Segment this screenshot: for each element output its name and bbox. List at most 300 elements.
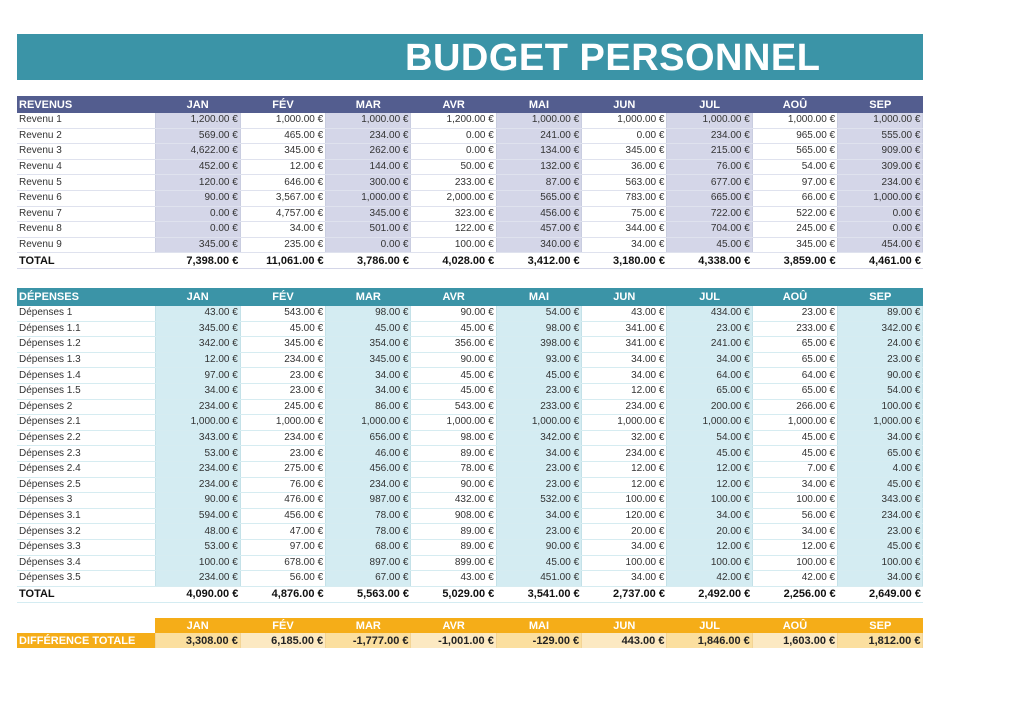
revenus-total-row-cell[interactable]: 3,859.00 € bbox=[752, 253, 837, 269]
depense-cell[interactable]: 45.00 € bbox=[496, 368, 581, 384]
revenu-cell[interactable]: 783.00 € bbox=[582, 190, 667, 206]
depense-cell[interactable]: 45.00 € bbox=[411, 321, 496, 337]
depense-cell[interactable]: 234.00 € bbox=[155, 477, 240, 493]
revenu-cell[interactable]: 452.00 € bbox=[155, 159, 240, 175]
depense-cell[interactable]: 233.00 € bbox=[752, 321, 837, 337]
depense-cell[interactable]: 100.00 € bbox=[838, 555, 923, 571]
revenu-cell[interactable]: 2,000.00 € bbox=[411, 190, 496, 206]
depense-cell[interactable]: 7.00 € bbox=[752, 461, 837, 477]
depense-cell[interactable]: 343.00 € bbox=[155, 430, 240, 446]
depense-cell[interactable]: 67.00 € bbox=[326, 571, 411, 587]
depense-cell[interactable]: 78.00 € bbox=[326, 508, 411, 524]
depense-cell[interactable]: 100.00 € bbox=[667, 493, 752, 509]
difference-cell[interactable]: 1,846.00 € bbox=[667, 633, 752, 648]
revenu-cell[interactable]: 134.00 € bbox=[496, 144, 581, 160]
revenu-cell[interactable]: 132.00 € bbox=[496, 159, 581, 175]
revenu-cell[interactable]: 1,000.00 € bbox=[838, 113, 923, 128]
depense-cell[interactable]: 90.00 € bbox=[838, 368, 923, 384]
depense-cell[interactable]: 46.00 € bbox=[326, 446, 411, 462]
depense-row-label[interactable]: Dépenses 3.1 bbox=[17, 508, 155, 524]
depense-cell[interactable]: 45.00 € bbox=[752, 446, 837, 462]
depense-cell[interactable]: 78.00 € bbox=[411, 461, 496, 477]
depense-cell[interactable]: 23.00 € bbox=[240, 368, 325, 384]
depense-row-label[interactable]: Dépenses 2.2 bbox=[17, 430, 155, 446]
revenu-cell[interactable]: 0.00 € bbox=[155, 222, 240, 238]
revenu-cell[interactable]: 522.00 € bbox=[752, 206, 837, 222]
depense-cell[interactable]: 1,000.00 € bbox=[752, 415, 837, 431]
revenu-cell[interactable]: 0.00 € bbox=[155, 206, 240, 222]
depense-cell[interactable]: 434.00 € bbox=[667, 306, 752, 321]
depense-cell[interactable]: 64.00 € bbox=[752, 368, 837, 384]
difference-cell[interactable]: -129.00 € bbox=[496, 633, 581, 648]
revenu-cell[interactable]: 234.00 € bbox=[838, 175, 923, 191]
revenu-cell[interactable]: 66.00 € bbox=[752, 190, 837, 206]
depense-cell[interactable]: 594.00 € bbox=[155, 508, 240, 524]
depense-cell[interactable]: 45.00 € bbox=[411, 383, 496, 399]
revenu-cell[interactable]: 345.00 € bbox=[582, 144, 667, 160]
difference-cell[interactable]: -1,001.00 € bbox=[411, 633, 496, 648]
revenu-cell[interactable]: 120.00 € bbox=[155, 175, 240, 191]
depense-row-label[interactable]: Dépenses 1.4 bbox=[17, 368, 155, 384]
depense-cell[interactable]: 543.00 € bbox=[411, 399, 496, 415]
revenu-cell[interactable]: 0.00 € bbox=[582, 128, 667, 144]
revenu-cell[interactable]: 345.00 € bbox=[155, 237, 240, 253]
revenu-row-label[interactable]: Revenu 9 bbox=[17, 237, 155, 253]
difference-cell[interactable]: -1,777.00 € bbox=[326, 633, 411, 648]
revenu-cell[interactable]: 34.00 € bbox=[240, 222, 325, 238]
depense-cell[interactable]: 53.00 € bbox=[155, 539, 240, 555]
revenu-cell[interactable]: 1,000.00 € bbox=[326, 190, 411, 206]
depense-row-label[interactable]: Dépenses 2.1 bbox=[17, 415, 155, 431]
depense-row-label[interactable]: Dépenses 1.1 bbox=[17, 321, 155, 337]
depense-cell[interactable]: 54.00 € bbox=[496, 306, 581, 321]
depense-cell[interactable]: 456.00 € bbox=[240, 508, 325, 524]
depenses-total-row-cell[interactable]: 2,649.00 € bbox=[838, 586, 923, 602]
revenu-cell[interactable]: 454.00 € bbox=[838, 237, 923, 253]
depense-cell[interactable]: 34.00 € bbox=[838, 430, 923, 446]
revenu-cell[interactable]: 300.00 € bbox=[326, 175, 411, 191]
revenu-cell[interactable]: 456.00 € bbox=[496, 206, 581, 222]
depense-cell[interactable]: 1,000.00 € bbox=[411, 415, 496, 431]
depense-cell[interactable]: 234.00 € bbox=[582, 399, 667, 415]
depense-cell[interactable]: 100.00 € bbox=[752, 493, 837, 509]
depense-cell[interactable]: 234.00 € bbox=[582, 446, 667, 462]
revenu-cell[interactable]: 245.00 € bbox=[752, 222, 837, 238]
depense-cell[interactable]: 1,000.00 € bbox=[155, 415, 240, 431]
revenu-cell[interactable]: 1,000.00 € bbox=[667, 113, 752, 128]
depense-row-label[interactable]: Dépenses 3.5 bbox=[17, 571, 155, 587]
revenu-cell[interactable]: 90.00 € bbox=[155, 190, 240, 206]
revenu-cell[interactable]: 1,000.00 € bbox=[582, 113, 667, 128]
revenu-cell[interactable]: 122.00 € bbox=[411, 222, 496, 238]
depense-cell[interactable]: 65.00 € bbox=[752, 352, 837, 368]
depense-cell[interactable]: 100.00 € bbox=[582, 555, 667, 571]
depense-cell[interactable]: 45.00 € bbox=[411, 368, 496, 384]
revenu-cell[interactable]: 87.00 € bbox=[496, 175, 581, 191]
depense-cell[interactable]: 100.00 € bbox=[155, 555, 240, 571]
depense-cell[interactable]: 341.00 € bbox=[582, 337, 667, 353]
revenus-total-row-cell[interactable]: 3,786.00 € bbox=[326, 253, 411, 269]
revenu-cell[interactable]: 965.00 € bbox=[752, 128, 837, 144]
depense-cell[interactable]: 89.00 € bbox=[411, 539, 496, 555]
depenses-total-row-cell[interactable]: 4,090.00 € bbox=[155, 586, 240, 602]
depense-cell[interactable]: 90.00 € bbox=[411, 352, 496, 368]
depense-row-label[interactable]: Dépenses 2.4 bbox=[17, 461, 155, 477]
depense-row-label[interactable]: Dépenses 3.4 bbox=[17, 555, 155, 571]
depense-cell[interactable]: 48.00 € bbox=[155, 524, 240, 540]
depense-cell[interactable]: 12.00 € bbox=[582, 477, 667, 493]
depense-cell[interactable]: 43.00 € bbox=[582, 306, 667, 321]
revenu-cell[interactable]: 144.00 € bbox=[326, 159, 411, 175]
revenu-cell[interactable]: 345.00 € bbox=[326, 206, 411, 222]
revenu-cell[interactable]: 665.00 € bbox=[667, 190, 752, 206]
depense-cell[interactable]: 1,000.00 € bbox=[838, 415, 923, 431]
depense-cell[interactable]: 65.00 € bbox=[752, 383, 837, 399]
revenu-cell[interactable]: 555.00 € bbox=[838, 128, 923, 144]
depense-cell[interactable]: 12.00 € bbox=[582, 383, 667, 399]
revenus-total-row-cell[interactable]: 4,028.00 € bbox=[411, 253, 496, 269]
revenu-cell[interactable]: 0.00 € bbox=[838, 206, 923, 222]
difference-cell[interactable]: 1,812.00 € bbox=[838, 633, 923, 648]
depense-cell[interactable]: 34.00 € bbox=[496, 508, 581, 524]
depense-cell[interactable]: 93.00 € bbox=[496, 352, 581, 368]
depense-cell[interactable]: 356.00 € bbox=[411, 337, 496, 353]
depense-cell[interactable]: 98.00 € bbox=[411, 430, 496, 446]
revenus-total-row-cell[interactable]: 7,398.00 € bbox=[155, 253, 240, 269]
revenu-cell[interactable]: 75.00 € bbox=[582, 206, 667, 222]
revenu-cell[interactable]: 36.00 € bbox=[582, 159, 667, 175]
revenu-cell[interactable]: 1,000.00 € bbox=[326, 113, 411, 128]
depense-cell[interactable]: 23.00 € bbox=[752, 306, 837, 321]
depense-cell[interactable]: 23.00 € bbox=[667, 321, 752, 337]
depenses-header-row bbox=[17, 288, 923, 306]
revenu-cell[interactable]: 215.00 € bbox=[667, 144, 752, 160]
difference-cell[interactable]: 443.00 € bbox=[582, 633, 667, 648]
depense-cell[interactable]: 234.00 € bbox=[240, 352, 325, 368]
depense-cell[interactable]: 45.00 € bbox=[838, 539, 923, 555]
revenu-cell[interactable]: 54.00 € bbox=[752, 159, 837, 175]
revenu-cell[interactable]: 465.00 € bbox=[240, 128, 325, 144]
depense-cell[interactable]: 45.00 € bbox=[838, 477, 923, 493]
depense-cell[interactable]: 23.00 € bbox=[496, 524, 581, 540]
depense-cell[interactable]: 100.00 € bbox=[582, 493, 667, 509]
revenu-cell[interactable]: 501.00 € bbox=[326, 222, 411, 238]
depense-cell[interactable]: 98.00 € bbox=[496, 321, 581, 337]
depense-cell[interactable]: 89.00 € bbox=[411, 524, 496, 540]
revenu-cell[interactable]: 1,000.00 € bbox=[496, 113, 581, 128]
revenu-cell[interactable]: 340.00 € bbox=[496, 237, 581, 253]
depense-cell[interactable]: 90.00 € bbox=[496, 539, 581, 555]
depense-cell[interactable]: 78.00 € bbox=[326, 524, 411, 540]
depenses-total-row-cell[interactable]: 4,876.00 € bbox=[240, 586, 325, 602]
depense-cell[interactable]: 456.00 € bbox=[326, 461, 411, 477]
depense-cell[interactable]: 34.00 € bbox=[582, 539, 667, 555]
revenu-cell[interactable]: 1,200.00 € bbox=[411, 113, 496, 128]
depense-cell[interactable]: 45.00 € bbox=[496, 555, 581, 571]
revenus-total-row-cell[interactable]: 4,461.00 € bbox=[838, 253, 923, 269]
revenu-cell[interactable]: 722.00 € bbox=[667, 206, 752, 222]
depense-cell[interactable]: 234.00 € bbox=[240, 430, 325, 446]
revenus-total-row-cell[interactable]: 4,338.00 € bbox=[667, 253, 752, 269]
revenu-cell[interactable]: 3,567.00 € bbox=[240, 190, 325, 206]
revenu-cell[interactable]: 565.00 € bbox=[752, 144, 837, 160]
depense-cell[interactable]: 234.00 € bbox=[326, 477, 411, 493]
depenses-total-row-cell[interactable]: 2,256.00 € bbox=[752, 586, 837, 602]
depense-cell[interactable]: 266.00 € bbox=[752, 399, 837, 415]
depense-cell[interactable]: 42.00 € bbox=[667, 571, 752, 587]
revenu-cell[interactable]: 4,622.00 € bbox=[155, 144, 240, 160]
revenu-cell[interactable]: 45.00 € bbox=[667, 237, 752, 253]
depense-cell[interactable]: 245.00 € bbox=[240, 399, 325, 415]
revenu-cell[interactable]: 1,000.00 € bbox=[838, 190, 923, 206]
depense-cell[interactable]: 20.00 € bbox=[582, 524, 667, 540]
depenses-total-row-cell[interactable]: 5,563.00 € bbox=[326, 586, 411, 602]
depense-cell[interactable]: 65.00 € bbox=[838, 446, 923, 462]
difference-cell[interactable]: 1,603.00 € bbox=[752, 633, 837, 648]
depense-cell[interactable]: 100.00 € bbox=[752, 555, 837, 571]
depense-row-label[interactable]: Dépenses 2.5 bbox=[17, 477, 155, 493]
depense-cell[interactable]: 897.00 € bbox=[326, 555, 411, 571]
revenu-cell[interactable]: 235.00 € bbox=[240, 237, 325, 253]
revenus-total-row-cell[interactable]: 3,412.00 € bbox=[496, 253, 581, 269]
depense-cell[interactable]: 42.00 € bbox=[752, 571, 837, 587]
revenu-cell[interactable]: 0.00 € bbox=[838, 222, 923, 238]
depense-cell[interactable]: 97.00 € bbox=[155, 368, 240, 384]
depense-cell[interactable]: 908.00 € bbox=[411, 508, 496, 524]
depense-cell[interactable]: 234.00 € bbox=[838, 508, 923, 524]
depense-cell[interactable]: 233.00 € bbox=[496, 399, 581, 415]
depense-cell[interactable]: 56.00 € bbox=[240, 571, 325, 587]
depense-cell[interactable]: 86.00 € bbox=[326, 399, 411, 415]
depense-cell[interactable]: 354.00 € bbox=[326, 337, 411, 353]
revenu-cell[interactable]: 4,757.00 € bbox=[240, 206, 325, 222]
depense-cell[interactable]: 451.00 € bbox=[496, 571, 581, 587]
depense-cell[interactable]: 54.00 € bbox=[838, 383, 923, 399]
depense-cell[interactable]: 34.00 € bbox=[496, 446, 581, 462]
depense-row-label[interactable]: Dépenses 2.3 bbox=[17, 446, 155, 462]
depense-cell[interactable]: 34.00 € bbox=[582, 571, 667, 587]
revenu-row-label[interactable]: Revenu 5 bbox=[17, 175, 155, 191]
depense-cell[interactable]: 20.00 € bbox=[667, 524, 752, 540]
depense-cell[interactable]: 234.00 € bbox=[155, 571, 240, 587]
depense-cell[interactable]: 12.00 € bbox=[667, 461, 752, 477]
depenses-total-row-cell[interactable]: 5,029.00 € bbox=[411, 586, 496, 602]
revenu-cell[interactable]: 704.00 € bbox=[667, 222, 752, 238]
depense-cell[interactable]: 90.00 € bbox=[411, 306, 496, 321]
depense-cell[interactable]: 34.00 € bbox=[752, 524, 837, 540]
revenu-cell[interactable]: 76.00 € bbox=[667, 159, 752, 175]
depense-cell[interactable]: 432.00 € bbox=[411, 493, 496, 509]
depense-cell[interactable]: 4.00 € bbox=[838, 461, 923, 477]
revenu-cell[interactable]: 34.00 € bbox=[582, 237, 667, 253]
depense-row-label[interactable]: Dépenses 3 bbox=[17, 493, 155, 509]
revenu-row-label[interactable]: Revenu 4 bbox=[17, 159, 155, 175]
depense-cell[interactable]: 54.00 € bbox=[667, 430, 752, 446]
depense-cell[interactable]: 342.00 € bbox=[838, 321, 923, 337]
revenu-row-label[interactable]: Revenu 2 bbox=[17, 128, 155, 144]
depense-cell[interactable]: 100.00 € bbox=[838, 399, 923, 415]
depense-cell[interactable]: 1,000.00 € bbox=[326, 415, 411, 431]
revenu-cell[interactable]: 0.00 € bbox=[411, 128, 496, 144]
depense-cell[interactable]: 34.00 € bbox=[582, 352, 667, 368]
depense-cell[interactable]: 678.00 € bbox=[240, 555, 325, 571]
depense-row-label[interactable]: Dépenses 3.2 bbox=[17, 524, 155, 540]
revenu-cell[interactable]: 457.00 € bbox=[496, 222, 581, 238]
depense-cell[interactable]: 398.00 € bbox=[496, 337, 581, 353]
revenu-row-label[interactable]: Revenu 3 bbox=[17, 144, 155, 160]
depense-cell[interactable]: 34.00 € bbox=[326, 368, 411, 384]
depense-row-label[interactable]: Dépenses 1.3 bbox=[17, 352, 155, 368]
depense-cell[interactable]: 342.00 € bbox=[155, 337, 240, 353]
revenu-cell[interactable]: 309.00 € bbox=[838, 159, 923, 175]
depense-row-label[interactable]: Dépenses 3.3 bbox=[17, 539, 155, 555]
depense-cell[interactable]: 23.00 € bbox=[838, 524, 923, 540]
depense-cell[interactable]: 34.00 € bbox=[326, 383, 411, 399]
revenu-row-label[interactable]: Revenu 7 bbox=[17, 206, 155, 222]
depense-cell[interactable]: 34.00 € bbox=[838, 571, 923, 587]
depense-cell[interactable]: 1,000.00 € bbox=[667, 415, 752, 431]
depense-cell[interactable]: 53.00 € bbox=[155, 446, 240, 462]
depense-cell[interactable]: 532.00 € bbox=[496, 493, 581, 509]
revenu-cell[interactable]: 344.00 € bbox=[582, 222, 667, 238]
revenu-cell[interactable]: 1,200.00 € bbox=[155, 113, 240, 128]
depense-cell[interactable]: 1,000.00 € bbox=[496, 415, 581, 431]
depense-cell[interactable]: 12.00 € bbox=[667, 477, 752, 493]
difference-cell[interactable]: 6,185.00 € bbox=[240, 633, 325, 648]
revenu-cell[interactable]: 241.00 € bbox=[496, 128, 581, 144]
depense-cell[interactable]: 987.00 € bbox=[326, 493, 411, 509]
depense-cell[interactable]: 343.00 € bbox=[838, 493, 923, 509]
depense-cell[interactable]: 24.00 € bbox=[838, 337, 923, 353]
revenu-cell[interactable]: 100.00 € bbox=[411, 237, 496, 253]
depense-cell[interactable]: 34.00 € bbox=[667, 352, 752, 368]
revenu-cell[interactable]: 345.00 € bbox=[240, 144, 325, 160]
depense-cell[interactable]: 64.00 € bbox=[667, 368, 752, 384]
revenu-cell[interactable]: 12.00 € bbox=[240, 159, 325, 175]
depense-cell[interactable]: 120.00 € bbox=[582, 508, 667, 524]
revenu-cell[interactable]: 345.00 € bbox=[752, 237, 837, 253]
depense-cell[interactable]: 56.00 € bbox=[752, 508, 837, 524]
revenu-cell[interactable]: 234.00 € bbox=[667, 128, 752, 144]
depense-cell[interactable]: 899.00 € bbox=[411, 555, 496, 571]
depense-cell[interactable]: 12.00 € bbox=[752, 539, 837, 555]
depense-cell[interactable]: 200.00 € bbox=[667, 399, 752, 415]
depense-cell[interactable]: 68.00 € bbox=[326, 539, 411, 555]
depense-cell[interactable]: 342.00 € bbox=[496, 430, 581, 446]
revenu-row-label[interactable]: Revenu 1 bbox=[17, 113, 155, 128]
depense-cell[interactable]: 89.00 € bbox=[838, 306, 923, 321]
depense-cell[interactable]: 34.00 € bbox=[582, 368, 667, 384]
depense-cell[interactable]: 34.00 € bbox=[155, 383, 240, 399]
depense-row-label[interactable]: Dépenses 1.2 bbox=[17, 337, 155, 353]
revenu-cell[interactable]: 646.00 € bbox=[240, 175, 325, 191]
depense-cell[interactable]: 1,000.00 € bbox=[240, 415, 325, 431]
depense-cell[interactable]: 23.00 € bbox=[838, 352, 923, 368]
revenu-cell[interactable]: 563.00 € bbox=[582, 175, 667, 191]
depense-cell[interactable]: 34.00 € bbox=[667, 508, 752, 524]
depense-cell[interactable]: 100.00 € bbox=[667, 555, 752, 571]
depense-cell[interactable]: 23.00 € bbox=[240, 446, 325, 462]
depense-cell[interactable]: 90.00 € bbox=[411, 477, 496, 493]
revenu-cell[interactable]: 234.00 € bbox=[326, 128, 411, 144]
revenu-cell[interactable]: 677.00 € bbox=[667, 175, 752, 191]
depense-cell[interactable]: 45.00 € bbox=[240, 321, 325, 337]
depense-cell[interactable]: 47.00 € bbox=[240, 524, 325, 540]
depense-cell[interactable]: 43.00 € bbox=[411, 571, 496, 587]
depense-cell[interactable]: 234.00 € bbox=[155, 461, 240, 477]
depense-cell[interactable]: 12.00 € bbox=[155, 352, 240, 368]
depense-cell[interactable]: 43.00 € bbox=[155, 306, 240, 321]
revenu-cell[interactable]: 323.00 € bbox=[411, 206, 496, 222]
depense-cell[interactable]: 89.00 € bbox=[411, 446, 496, 462]
depense-cell[interactable]: 345.00 € bbox=[240, 337, 325, 353]
depense-cell[interactable]: 23.00 € bbox=[496, 477, 581, 493]
depense-cell[interactable]: 23.00 € bbox=[496, 383, 581, 399]
revenu-row-label[interactable]: Revenu 6 bbox=[17, 190, 155, 206]
depense-cell[interactable]: 76.00 € bbox=[240, 477, 325, 493]
depense-cell[interactable]: 34.00 € bbox=[752, 477, 837, 493]
revenu-cell[interactable]: 262.00 € bbox=[326, 144, 411, 160]
revenus-total-row-label: TOTAL bbox=[17, 253, 155, 269]
depense-cell[interactable]: 275.00 € bbox=[240, 461, 325, 477]
revenu-cell[interactable]: 50.00 € bbox=[411, 159, 496, 175]
depense-cell[interactable]: 90.00 € bbox=[155, 493, 240, 509]
revenu-cell[interactable]: 0.00 € bbox=[411, 144, 496, 160]
revenus-total-row-cell[interactable]: 11,061.00 € bbox=[240, 253, 325, 269]
revenus-total-row-cell[interactable]: 3,180.00 € bbox=[582, 253, 667, 269]
depense-cell[interactable]: 656.00 € bbox=[326, 430, 411, 446]
revenu-cell[interactable]: 909.00 € bbox=[838, 144, 923, 160]
depense-cell[interactable]: 345.00 € bbox=[326, 352, 411, 368]
difference-cell[interactable]: 3,308.00 € bbox=[155, 633, 240, 648]
depense-cell[interactable]: 23.00 € bbox=[240, 383, 325, 399]
depense-cell[interactable]: 12.00 € bbox=[667, 539, 752, 555]
depense-cell[interactable]: 32.00 € bbox=[582, 430, 667, 446]
depense-cell[interactable]: 1,000.00 € bbox=[582, 415, 667, 431]
depense-cell[interactable]: 65.00 € bbox=[752, 337, 837, 353]
revenu-cell[interactable]: 97.00 € bbox=[752, 175, 837, 191]
depense-cell[interactable]: 543.00 € bbox=[240, 306, 325, 321]
depense-cell[interactable]: 241.00 € bbox=[667, 337, 752, 353]
depense-cell[interactable]: 45.00 € bbox=[326, 321, 411, 337]
depenses-total-row-cell[interactable]: 3,541.00 € bbox=[496, 586, 581, 602]
depense-cell[interactable]: 341.00 € bbox=[582, 321, 667, 337]
revenu-cell[interactable]: 565.00 € bbox=[496, 190, 581, 206]
depenses-total-row-cell[interactable]: 2,492.00 € bbox=[667, 586, 752, 602]
depense-row-label[interactable]: Dépenses 1.5 bbox=[17, 383, 155, 399]
depense-cell[interactable]: 345.00 € bbox=[155, 321, 240, 337]
depense-cell[interactable]: 23.00 € bbox=[496, 461, 581, 477]
depense-row-label[interactable]: Dépenses 1 bbox=[17, 306, 155, 321]
depense-cell[interactable]: 65.00 € bbox=[667, 383, 752, 399]
revenu-cell[interactable]: 1,000.00 € bbox=[752, 113, 837, 128]
depense-cell[interactable]: 97.00 € bbox=[240, 539, 325, 555]
depense-cell[interactable]: 45.00 € bbox=[667, 446, 752, 462]
revenu-cell[interactable]: 569.00 € bbox=[155, 128, 240, 144]
depense-cell[interactable]: 12.00 € bbox=[582, 461, 667, 477]
revenu-row bbox=[17, 128, 923, 144]
revenu-cell[interactable]: 233.00 € bbox=[411, 175, 496, 191]
revenu-row-label[interactable]: Revenu 8 bbox=[17, 222, 155, 238]
revenu-cell[interactable]: 1,000.00 € bbox=[240, 113, 325, 128]
revenu-cell[interactable]: 0.00 € bbox=[326, 237, 411, 253]
depense-cell[interactable]: 234.00 € bbox=[155, 399, 240, 415]
depense-cell[interactable]: 476.00 € bbox=[240, 493, 325, 509]
depenses-total-row-cell[interactable]: 2,737.00 € bbox=[582, 586, 667, 602]
depense-cell[interactable]: 45.00 € bbox=[752, 430, 837, 446]
depense-row-label[interactable]: Dépenses 2 bbox=[17, 399, 155, 415]
depense-cell[interactable]: 98.00 € bbox=[326, 306, 411, 321]
